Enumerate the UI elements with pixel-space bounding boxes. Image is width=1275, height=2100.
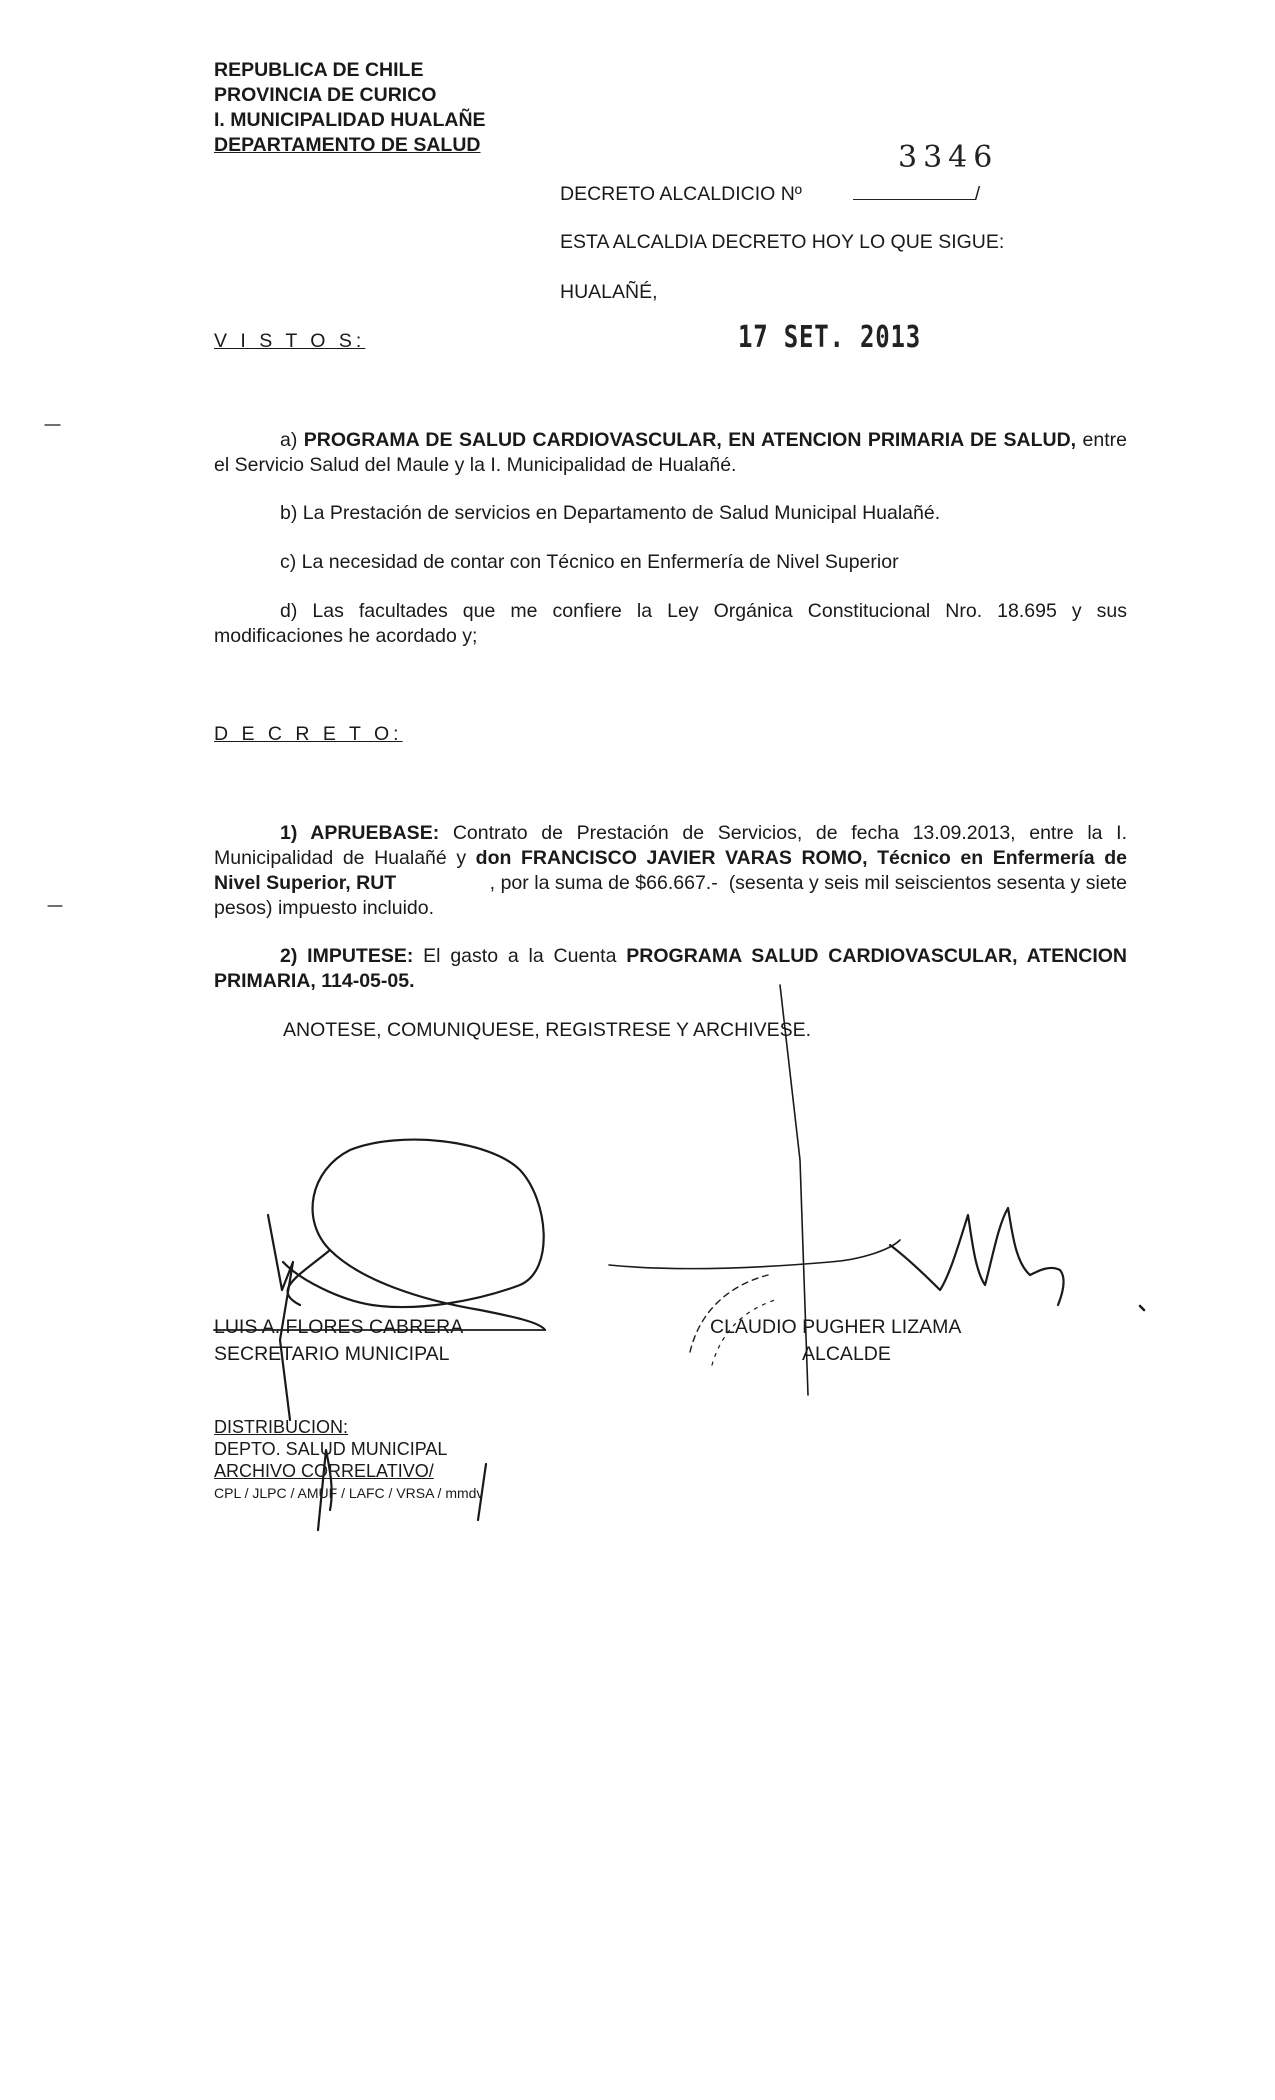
decreto-item1-text: Contrato de Prestación de Servicios, de fecha 13.09.2013, entre la I. Municipalidad de Hualañé y bbox=[214, 822, 1127, 869]
stamp-date: 17 SET. 2013 bbox=[738, 320, 921, 355]
mayor-name: CLAUDIO PUGHER LIZAMA bbox=[710, 1316, 962, 1338]
decree-slash: / bbox=[974, 183, 981, 205]
closing-line: ANOTESE, COMUNIQUESE, REGISTRESE Y ARCHIVESE. bbox=[283, 1019, 812, 1041]
distribution-heading: DISTRIBUCION: bbox=[214, 1417, 349, 1437]
stamp-decree-number: 3346 bbox=[898, 140, 999, 175]
distribution-line-2: ARCHIVO CORRELATIVO/ bbox=[214, 1461, 434, 1481]
decreto-heading: D E C R E T O: bbox=[214, 723, 403, 745]
alcaldia-line: ESTA ALCALDIA DECRETO HOY LO QUE SIGUE: bbox=[560, 231, 1005, 253]
decreto-item1-label: 1) APRUEBASE: bbox=[280, 822, 440, 844]
decreto-item1-beneficiary: don FRANCISCO JAVIER VARAS ROMO, Técnico en Enfermería de Nivel Superior, RUT bbox=[214, 847, 1127, 894]
vistos-a-rest: entre el Servicio Salud del Maule y la I. Municipalidad de Hualañé. bbox=[214, 429, 1127, 476]
place-label: HUALAÑÉ, bbox=[560, 281, 658, 303]
vistos-item-c: c) La necesidad de contar con Técnico en Enfermería de Nivel Superior bbox=[280, 551, 899, 573]
vistos-a-prefix: a) bbox=[280, 429, 304, 451]
distribution-line-1: DEPTO. SALUD MUNICIPAL bbox=[214, 1439, 448, 1459]
secretary-title: SECRETARIO MUNICIPAL bbox=[214, 1343, 450, 1365]
vistos-a-program: PROGRAMA DE SALUD CARDIOVASCULAR, EN ATENCION PRIMARIA DE SALUD, bbox=[303, 429, 1077, 451]
mayor-title: ALCALDE bbox=[802, 1343, 891, 1365]
vistos-item-d: d) Las facultades que me confiere la Ley Orgánica Constitucional Nro. 18.695 y sus modificaciones he acordado y; bbox=[214, 600, 1127, 647]
distribution-initials: CPL / JLPC / AMUF / LAFC / VRSA / mmdv bbox=[214, 1485, 484, 1501]
secretary-name: LUIS A. FLORES CABRERA bbox=[214, 1316, 464, 1338]
decreto-item2-account: PROGRAMA SALUD CARDIOVASCULAR, ATENCION PRIMARIA, 114-05-05. bbox=[214, 945, 1127, 992]
decreto-item2-label: 2) IMPUTESE: bbox=[280, 945, 414, 967]
header-department: DEPARTAMENTO DE SALUD bbox=[214, 134, 481, 156]
header-province: PROVINCIA DE CURICO bbox=[214, 84, 437, 106]
decreto-item2-text: El gasto a la Cuenta bbox=[413, 945, 627, 967]
vistos-heading: V I S T O S: bbox=[214, 330, 366, 352]
vistos-item-b: b) La Prestación de servicios en Departamento de Salud Municipal Hualañé. bbox=[280, 502, 941, 524]
header-country: REPUBLICA DE CHILE bbox=[214, 59, 424, 81]
header-municipality: I. MUNICIPALIDAD HUALAÑE bbox=[214, 109, 486, 131]
decree-label: DECRETO ALCALDICIO Nº bbox=[560, 183, 802, 205]
decreto-item1-amount: , por la suma de $66.667.- (sesenta y seis mil seiscientos sesenta y siete pesos) impuesto incluido. bbox=[214, 872, 1133, 919]
